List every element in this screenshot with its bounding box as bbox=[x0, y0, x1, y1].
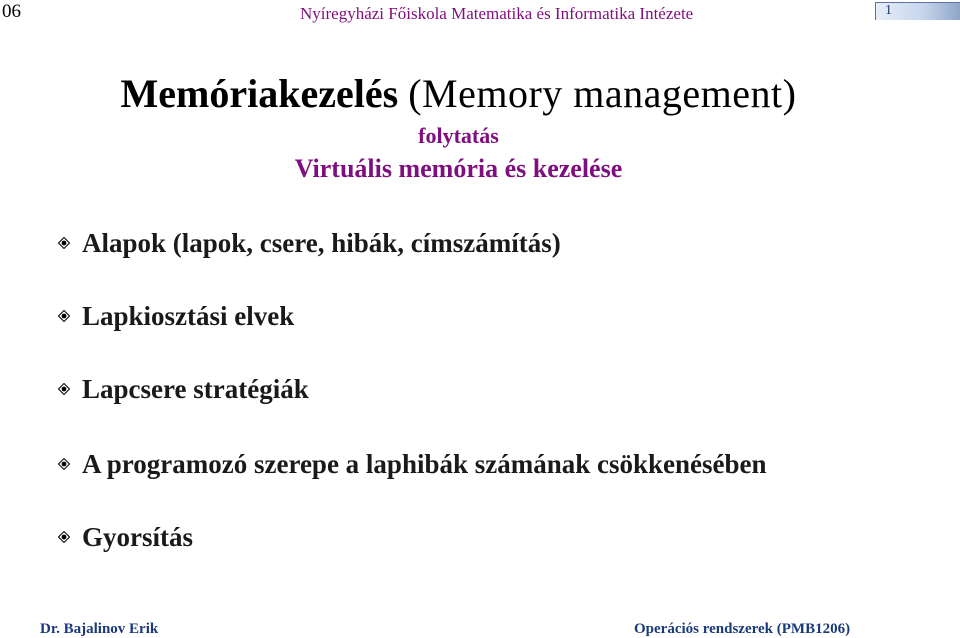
diamond-bullet-icon bbox=[58, 310, 70, 322]
bullet-text: Lapkiosztási elvek bbox=[82, 301, 295, 331]
bullet-item bbox=[58, 520, 193, 554]
bullet-item bbox=[58, 447, 767, 481]
diamond-bullet-icon bbox=[58, 458, 70, 470]
footer-course: Operációs rendszerek (PMB1206) bbox=[634, 621, 851, 637]
title-english: (Memory management) bbox=[408, 71, 797, 116]
subtitle-topic: Virtuális memória és kezelése bbox=[294, 154, 623, 183]
bullet-text: A programozó szerepe a laphibák számának csökkenésében bbox=[82, 449, 767, 479]
bullet-text: Lapcsere stratégiák bbox=[82, 374, 309, 404]
diamond-bullet-icon bbox=[58, 237, 70, 249]
subtitle-continuation: folytatás bbox=[418, 123, 499, 148]
diamond-bullet-icon bbox=[58, 383, 70, 395]
page-number: 1 bbox=[885, 3, 892, 18]
bullet-item bbox=[58, 372, 309, 406]
lecture-number: 06 bbox=[2, 1, 21, 22]
bullet-item bbox=[58, 299, 294, 333]
bullet-item bbox=[58, 226, 561, 260]
bullet-text: Alapok (lapok, csere, hibák, címszámítás) bbox=[82, 228, 561, 258]
slide-title bbox=[0, 70, 917, 118]
bullet-text: Gyorsítás bbox=[82, 522, 193, 552]
footer-author: Dr. Bajalinov Erik bbox=[40, 621, 159, 637]
diamond-bullet-icon bbox=[58, 531, 70, 543]
institution-header: Nyíregyházi Főiskola Matematika és Informatika Intézete bbox=[300, 4, 694, 23]
title-hungarian: Memóriakezelés bbox=[120, 71, 399, 116]
